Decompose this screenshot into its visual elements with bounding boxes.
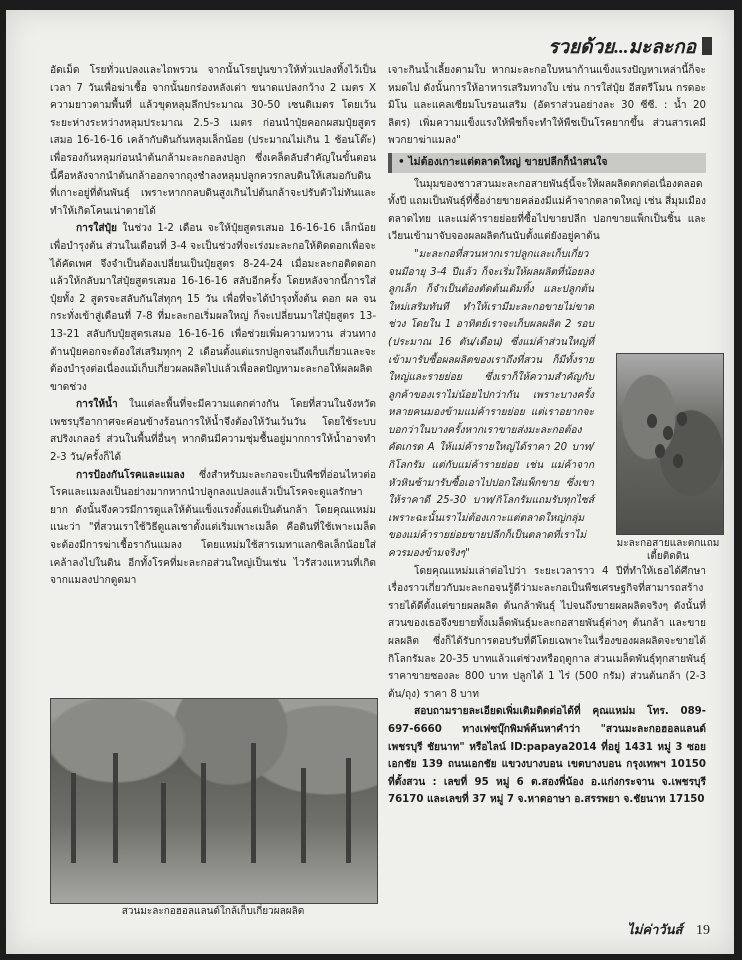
section-title: รวยด้วย...มะละกอ — [548, 37, 696, 58]
paragraph: เจาะกินน้ำเลี้ยงตามใบ หากมะละกอใบหนาก้านแข็งแรงปัญหาเหล่านี้ก็จะหมดไป ดังนั้นการให้อาหารเสริมทางใบ เช่น การใส่ปุ๋ย อีสตรีโมน กรดอะมิโน และแคลเซียมโบรอนเสริม (อัตราส่วนอย่างละ 30 ซีซี. : น้ำ 20 ลิตร) เพิ่มความแข็งแรงให้พืชก็จะทำให้พืชเป็นโรคยากขึ้น ส่วนสารเคมีพวกยาฆ่าแมลง" — [388, 65, 706, 147]
subheading-text: ไม่ต้องเกาะแต่ตลาดใหญ่ ขายปลีกก็นำสนใจ — [408, 155, 608, 168]
orchard-photo-caption: สวนมะละกอฮอลแลนด์ใกล้เก็บเกี่ยวผลผลิต — [121, 906, 305, 917]
paragraph: ในมุมของชาวสวนมะละกอสายพันธุ์นี้จะให้ผลผลิตตกต่อเนื่องตลอดทั้งปี แถมเป็นพันธุ์ที่ซื้อง่ายขายคล่องมีแม่ค้าจากตลาดใหญ่ เช่น สี่มุมเมือง ตลาดไทย และแม่ค้ารายย่อยที่ซื้อไปขายปลีก ปอกขายแพ็กเป็นชิ้น และเวียนเข้ามาจับจองผลผลิตกันนับตั้งแต่ยังอยู่คาต้น — [388, 178, 706, 243]
paragraph-heading: การป้องกันโรคและแมลง — [76, 469, 185, 481]
papaya-fruit-photo — [616, 353, 724, 535]
page-number: 19 — [696, 923, 710, 938]
paragraph-text: ซึ่งสำหรับมะละกอจะเป็นพืชที่อ่อนไหวต่อโรคและแมลงเป็นอย่างมากหากนำปลูกลงแปลงแล้วเป็นโรคจะดูแลรักษายาก ดังนั้นจึงควรมีการดูแลให้ต้นแข็งแรงตั้งแต่เป็นต้นกล้า โดยคุณแหม่ม แนะว่า "ที่สวนเราใช้วิธีดูแลเชาตั้งแต่เริ่มเพาะเมล็ด คือดินที่ใช้เพาะเมล็ดจะต้องมีการฆ่าเชื้อรากันแมลง โดยแหม่มใช้สารเมทาแลกซิลเล็กน้อยใส่เคล้าลงไปในดิน อีกทั้งโรคที่มะละกอส่วนใหญ่เป็นเช่น ไวรัสวงแหวนที่เกิดจากแมลงปากดูดมา — [50, 469, 376, 587]
paragraph-text: ในแต่ละพื้นที่จะมีความแตกต่างกัน โดยที่สวนในจังหวัดเพชรบุรีอากาศจะค่อนข้างร้อนการให้น้ำจึงต้องให้วันเว้นวัน โดยใช้ระบบสปริงเกลอร์ ส่วนในพื้นที่อื่นๆ หากดินมีความชุ่มชื้นอยู่มากการให้น้ำอาจทำ 2-3 วัน/ครั้งก็ได้ — [50, 399, 376, 464]
header-bar-icon — [702, 37, 712, 55]
paragraph — [50, 220, 376, 396]
paragraph: อัดเม็ด โรยทั่วแปลงและไถพรวน จากนั้นโรยปูนขาวให้ทั่วแปลงทิ้งไว้เป็นเวลา 7 วันเพื่อฆ่าเชื้อ จากนั้นยกร่องหลังเต่า ขนาดแปลงกว้าง 2 เมตร X ความยาวตามพื้นที่ แล้วขุดหลุมลึกประมาณ 30-50 เซนติเมตร โดยเว้นระยะห่างระหว่างหลุมประมาณ 2.5-3 เมตร ก่อนนำปุ๋ยคอกผสมปุ๋ยสูตรเสมอ 16-16-16 เคล้ากับดินก้นหลุมเล็กน้อย (ประมาณไม่เกิน 1 ช้อนโต๊ะ) เพื่อรองก้นหลุมก่อนนำต้นกล้ามะละกอลงปลูก ซึ่งเคล็ดลับสำคัญในขั้นตอนนี้คือหลังจากนำต้นกล้าออกจากถุงชำลงหลุมปลูกควรกลบดินให้เสมอกับดินที่เกาะอยู่ที่ต้นพันธุ์ เพราะหากกลบดินสูงเกินไปต้นกล้าจะปรับตัวไม่ทันและทำให้เกิดโคนเน่าตายได้ — [50, 65, 376, 217]
paragraph — [50, 396, 376, 466]
section-header — [548, 32, 712, 62]
paragraph — [50, 467, 376, 590]
orchard-photo — [50, 698, 378, 904]
left-column — [50, 62, 376, 590]
paragraph-heading: การให้น้ำ — [76, 399, 118, 411]
paragraph: โดยคุณแหม่มเล่าต่อไปว่า ระยะเวลาราว 4 ปีที่ทำให้เธอได้ศึกษาเรื่องราวเกี่ยวกับมะละกอจนรู้ดีว่ามะละกอเป็นพืชเศรษฐกิจที่สามารถสร้างรายได้ดีตั้งแต่ขายผลผลิต ต้นกล้าพันธุ์ ไปจนถึงขายผลผลิตจริงๆ ดังนั้นที่สวนของเธอจึงขยายทั้งเมล็ดพันธุ์มะละกอสายพันธุ์ต่างๆ ต้นกล้า และขายผลผลิต ซึ่งก็ได้รับการตอบรับที่ดีโดยเฉพาะในเรื่องของผลผลิตจะขายได้กิโลกรัมละ 20-35 บาทแล้วแต่ช่วงหรือฤดูกาล ส่วนเมล็ดพันธุ์ทุกสายพันธุ์ ราคาขายซองละ 800 บาท ปลูกได้ 1 ไร่ (500 กรัม) ส่วนต้นกล้า (2-3 ต้น/ถุง) ราคา 8 บาท — [388, 565, 706, 700]
magazine-logo: ไม่ค่าวันส์ — [627, 922, 683, 937]
quote-paragraph: "มะละกอที่สวนหากเราปลูกและเก็บเกี่ยวจนมีอายุ 3-4 ปีแล้ว ก็จะเริ่มให้ผลผลิตที่น้อยลงลูกเล็ก ก็จำเป็นต้องตัดต้นเดิมทิ้ง และปลูกต้นใหม่เสริมทันที ทำให้เรามีมะละกอขายไม่ขาดช่วง โดยใน 1 อาทิตย์เราจะเก็บผลผลิต 2 รอบ (ประมาณ 16 ตัน/เดือน) ซึ่งแม่ค้าส่วนใหญ่ที่เข้ามารับซื้อผลผลิตของเราถึงที่สวน ก็มีทั้งรายใหญ่และรายย่อย ซึ่งเราก็ให้ความสำคัญกับลูกค้าของเราไม่น้อยไปกว่ากัน เพราะบางครั้งหลายคนมองข้ามแม่ค้ารายย่อย แต่เราอยากจะบอกว่าในบางครั้งหากเราขายส่งมะละกอต้องคัดเกรด A ให้แม่ค้ารายใหญ่ได้ราคา 20 บาท/กิโลกรัม แต่กับแม่ค้ารายย่อย เช่น แม่ค้าจากหัวหินซ้ามารับซื้อเอาไปปอกใส่แพ็กขาย ซึ่งเขาให้ราคาดี 25-30 บาท/กิโลกรัมแถมรับทุกไซส์ เพราะฉะนั้นเราไม่ต้องเกาะแต่ตลาดใหญ่กลุ่มของแม่ค้ารายย่อยขายปลีกก็เป็นตลาดที่เราไม่ควรมองข้ามจริงๆ" — [388, 248, 594, 560]
magazine-page — [6, 10, 734, 954]
papaya-photo-caption: มะละกอสายและตกแถมเตี้ยติดดิน — [616, 538, 720, 562]
subheading: • ไม่ต้องเกาะแต่ตลาดใหญ่ ขายปลีกก็นำสนใจ — [388, 153, 706, 173]
contact-paragraph: สอบถามรายละเอียดเพิ่มเติมติดต่อได้ที่ คุณแหม่ม โทร. 089-697-6660 ทางเฟซบุ๊กพิมพ์ค้นหาคำว่า "สวนมะละกอฮอลแลนด์ เพชรบุรี ชัยนาท" หรือไลน์ ID:papaya2014 ที่อยู่ 1431 หมู่ 3 ซอยเอกชัย 139 ถนนเอกชัย แขวงบางบอน เขตบางบอน กรุงเทพฯ 10150 ที่ตั้งสวน : เลขที่ 95 หมู่ 6 ต.สองพี่น้อง อ.แก่งกระจาน จ.เพชรบุรี 76170 และเลขที่ 37 หมู่ 7 จ.หาดอาษา อ.สรรพยา จ.ชัยนาท 17150 — [388, 706, 706, 806]
paragraph-text: ในช่วง 1-2 เดือน จะให้ปุ๋ยสูตรเสมอ 16-16-16 เล็กน้อยเพื่อบำรุงต้น ส่วนในเดือนที่ 3-4 จะเป็นช่วงที่จะเร่งมะละกอให้ติดดอกเพื่อจะได้คัดเพศ จึงจำเป็นต้องเปลี่ยนเป็นปุ๋ยสูตร 8-24-24 เมื่อมะละกอติดดอกแล้วให้กลับมาใส่ปุ๋ยสูตรเสมอ 16-16-16 สลับอีกครั้ง โดยหลังจากนี้การใส่ปุ๋ยทั้ง 2 สูตรจะสลับกันใส่ทุกๆ 15 วัน เพื่อที่จะได้บำรุงทั้งต้น ดอก ผล จนกระทั่งเข้าสู่เดือนที่ 7-8 ที่มะละกอเริ่มผลใหญ่ ก็จะเปลี่ยนมาใส่ปุ๋ยสูตร 13-13-21 สลับกับปุ๋ยสูตรเสมอ 16-16-16 เพื่อช่วยเพิ่มความหวาน ส่วนทางด้านปุ๋ยคอกจะต้องใส่เสริมทุกๆ 2 เดือนตั้งแต่แรกปลูกจนถึงเก็บเกี่ยวและจะต้องบำรุงต่อเนื่องแม้เก็บเกี่ยวผลผลิตไปแล้วเพื่อลดปัญหามะละกอให้ผลผลิตขาดช่วง — [50, 223, 376, 393]
page-footer — [627, 919, 710, 940]
paragraph-heading: การใส่ปุ๋ย — [76, 223, 117, 235]
